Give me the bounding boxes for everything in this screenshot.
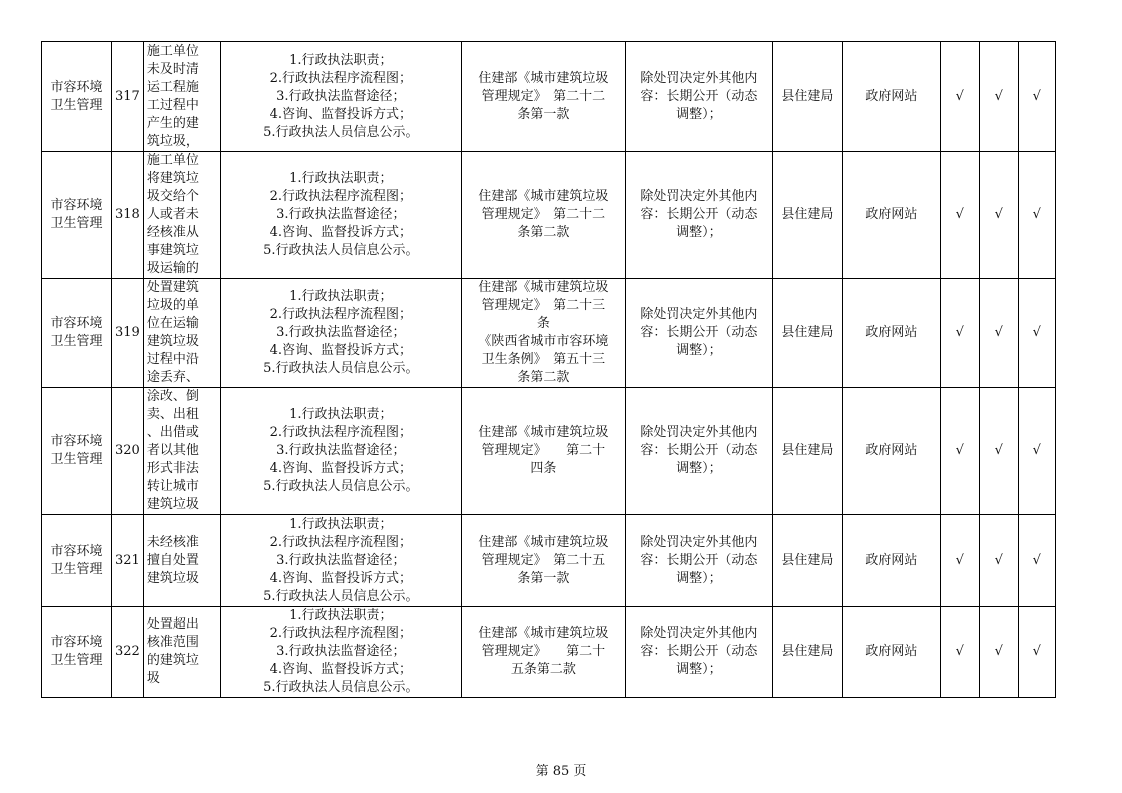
disclosure-content-cell-line: 3.行政执法监督途径； <box>276 325 406 340</box>
disclosure-content-cell-line: 4.咨询、监督投诉方式； <box>269 225 413 240</box>
disclosure-time-cell-line: 容：长期公开（动态 <box>640 88 758 104</box>
legal-basis-cell-line: 住建部《城市建筑垃圾 <box>478 189 609 204</box>
item-name-cell <box>143 515 220 607</box>
disclosure-time-cell-line: 调整）； <box>676 106 722 122</box>
item-name-cell-line: 运工程施 <box>146 79 199 95</box>
item-name-cell-line: 核准范围 <box>146 635 199 650</box>
legal-basis-cell-line: 条 <box>536 316 550 331</box>
disclosure-time-cell-line: 容：长期公开（动态 <box>640 644 758 659</box>
legal-basis-cell-line: 住建部《城市建筑垃圾 <box>478 70 609 86</box>
number-cell: 322 <box>112 607 144 698</box>
disclosure-content-cell-line: 2.行政执法程序流程图； <box>269 626 413 641</box>
disclosure-content-cell-line: 2.行政执法程序流程图； <box>269 534 413 550</box>
check-mark-cell: √ <box>979 42 1018 152</box>
disclosure-time-cell-line: 除处罚决定外其他内 <box>640 626 758 641</box>
item-name-cell <box>143 607 220 698</box>
disclosure-time-cell-line: 调整）； <box>676 225 722 240</box>
disclosure-content-cell-line: 3.行政执法监督途径； <box>276 88 406 104</box>
check-mark-cell: √ <box>1018 152 1055 279</box>
item-name-cell-line: 工过程中 <box>146 97 199 113</box>
disclosure-time-cell-line: 容：长期公开（动态 <box>640 207 758 222</box>
disclosure-content-cell-line: 2.行政执法程序流程图； <box>269 307 413 322</box>
item-name-cell-line: 施工单位 <box>146 153 199 168</box>
disclosure-content-cell <box>220 515 461 607</box>
check-mark-cell: √ <box>940 388 979 515</box>
category-cell-line: 卫生管理 <box>50 561 103 577</box>
check-mark-cell: √ <box>1018 279 1055 388</box>
disclosure-content-cell-line: 1.行政执法职责； <box>289 171 393 186</box>
table-row <box>42 42 1056 152</box>
legal-basis-cell-line: 条第一款 <box>517 106 570 122</box>
disclosure-content-cell-line: 5.行政执法人员信息公示。 <box>263 588 419 604</box>
disclosure-time-cell-line: 调整）； <box>676 343 722 358</box>
category-cell-line: 市容环境 <box>50 635 103 650</box>
disclosure-content-cell-line: 1.行政执法职责； <box>289 52 393 68</box>
number-cell: 317 <box>112 42 144 152</box>
item-name-cell <box>143 152 220 279</box>
legal-basis-cell-line: 条第二款 <box>517 225 570 240</box>
table-row <box>42 388 1056 515</box>
legal-basis-cell-line: 管理规定》 第二十 <box>481 644 606 659</box>
item-name-cell-line: 的建筑垃 <box>146 653 199 668</box>
category-cell-line: 市容环境 <box>50 316 103 331</box>
item-name-cell-line: 未及时清 <box>146 61 199 77</box>
disclosure-content-cell-line: 4.咨询、监督投诉方式； <box>269 343 413 358</box>
item-name-cell <box>143 279 220 388</box>
table-body <box>42 42 1056 698</box>
check-mark-cell: √ <box>940 515 979 607</box>
disclosure-content-cell-line: 5.行政执法人员信息公示。 <box>263 124 419 140</box>
legal-basis-cell-line: 条第一款 <box>517 570 570 586</box>
category-cell <box>42 388 112 515</box>
item-name-cell-line: 垃圾的单 <box>146 298 199 313</box>
check-mark-cell: √ <box>940 152 979 279</box>
disclosure-content-cell-line: 3.行政执法监督途径； <box>276 644 406 659</box>
check-mark-cell: √ <box>979 279 1018 388</box>
disclosure-content-cell-line: 4.咨询、监督投诉方式； <box>269 106 413 122</box>
item-name-cell-line: 转让城市 <box>146 479 199 494</box>
item-name-cell-line: 处置建筑 <box>146 280 199 295</box>
category-cell-line: 卫生管理 <box>50 452 103 467</box>
legal-basis-cell-line: 住建部《城市建筑垃圾 <box>478 626 609 641</box>
legal-basis-cell <box>461 515 625 607</box>
disclosure-content-cell <box>220 279 461 388</box>
check-mark-cell: √ <box>1018 607 1055 698</box>
disclosure-content-cell <box>220 42 461 152</box>
disclosure-subject-cell: 县住建局 <box>772 515 842 607</box>
legal-basis-cell-line: 四条 <box>530 461 557 476</box>
disclosure-time-cell-line: 除处罚决定外其他内 <box>640 189 758 204</box>
check-mark-cell: √ <box>940 607 979 698</box>
disclosure-content-cell-line: 5.行政执法人员信息公示。 <box>263 243 419 258</box>
disclosure-channel-cell: 政府网站 <box>842 42 940 152</box>
item-name-cell <box>143 388 220 515</box>
legal-basis-cell-line: 管理规定》 第二十二 <box>481 88 606 104</box>
table-row <box>42 607 1056 698</box>
item-name-cell-line: 建筑垃圾 <box>146 570 199 586</box>
disclosure-time-cell-line: 除处罚决定外其他内 <box>640 534 758 550</box>
category-cell-line: 卫生管理 <box>50 97 103 113</box>
table-row <box>42 515 1056 607</box>
disclosure-channel-cell: 政府网站 <box>842 607 940 698</box>
table-row <box>42 152 1056 279</box>
legal-basis-cell <box>461 279 625 388</box>
item-name-cell-line: 圾 <box>146 671 160 686</box>
item-name-cell-line: 形式非法 <box>146 461 199 476</box>
disclosure-time-cell <box>625 607 772 698</box>
disclosure-content-cell-line: 5.行政执法人员信息公示。 <box>263 479 419 494</box>
item-name-cell-line: 途丢弃、 <box>146 370 199 385</box>
legal-basis-cell <box>461 388 625 515</box>
disclosure-time-cell-line: 调整）； <box>676 662 722 677</box>
number-cell: 318 <box>112 152 144 279</box>
number-cell: 319 <box>112 279 144 388</box>
category-cell-line: 卫生管理 <box>50 334 103 349</box>
disclosure-channel-cell: 政府网站 <box>842 152 940 279</box>
disclosure-content-cell-line: 5.行政执法人员信息公示。 <box>263 680 419 695</box>
disclosure-content-cell-line: 1.行政执法职责； <box>289 608 393 623</box>
disclosure-content-cell-line: 2.行政执法程序流程图； <box>269 70 413 86</box>
disclosure-time-cell-line: 调整）； <box>676 570 722 586</box>
disclosure-time-cell-line: 容：长期公开（动态 <box>640 443 758 458</box>
category-cell <box>42 42 112 152</box>
disclosure-content-cell-line: 4.咨询、监督投诉方式； <box>269 662 413 677</box>
category-cell <box>42 279 112 388</box>
disclosure-channel-cell: 政府网站 <box>842 515 940 607</box>
disclosure-time-cell-line: 调整）； <box>676 461 722 476</box>
item-name-cell-line: 产生的建 <box>146 115 199 131</box>
check-mark-cell: √ <box>979 388 1018 515</box>
legal-basis-cell-line: 管理规定》 第二十二 <box>481 207 606 222</box>
item-name-cell-line: 建筑垃圾 <box>146 497 199 512</box>
disclosure-content-cell <box>220 152 461 279</box>
item-name-cell-line: 圾交给个 <box>146 189 199 204</box>
category-cell-line: 市容环境 <box>50 79 103 95</box>
item-name-cell-line: 过程中沿 <box>146 352 199 367</box>
legal-basis-cell-line: 住建部《城市建筑垃圾 <box>478 534 609 550</box>
legal-basis-cell <box>461 42 625 152</box>
category-cell <box>42 515 112 607</box>
category-cell-line: 市容环境 <box>50 198 103 213</box>
disclosure-content-cell-line: 2.行政执法程序流程图； <box>269 189 413 204</box>
item-name-cell-line: 经核准从 <box>146 225 199 240</box>
disclosure-channel-cell: 政府网站 <box>842 388 940 515</box>
item-name-cell-line: 圾运输的 <box>146 261 199 276</box>
disclosure-time-cell-line: 容：长期公开（动态 <box>640 552 758 568</box>
disclosure-table <box>41 41 1056 698</box>
disclosure-content-cell-line: 3.行政执法监督途径； <box>276 552 406 568</box>
item-name-cell-line: 筑垃圾， <box>146 133 199 149</box>
disclosure-subject-cell: 县住建局 <box>772 42 842 152</box>
disclosure-content-cell-line: 3.行政执法监督途径； <box>276 443 406 458</box>
category-cell-line: 市容环境 <box>50 543 103 559</box>
disclosure-content-cell-line: 1.行政执法职责； <box>289 407 393 422</box>
legal-basis-cell-line: 《陕西省城市市容环境 <box>478 334 609 349</box>
disclosure-time-cell <box>625 515 772 607</box>
category-cell <box>42 152 112 279</box>
item-name-cell-line: 卖、出租 <box>146 407 199 422</box>
check-mark-cell: √ <box>979 607 1018 698</box>
number-cell: 321 <box>112 515 144 607</box>
check-mark-cell: √ <box>940 42 979 152</box>
disclosure-time-cell <box>625 42 772 152</box>
disclosure-time-cell-line: 除处罚决定外其他内 <box>640 425 758 440</box>
page-number: 第 85 页 <box>535 764 587 779</box>
legal-basis-cell-line: 管理规定》 第二十五 <box>481 552 606 568</box>
disclosure-subject-cell: 县住建局 <box>772 388 842 515</box>
disclosure-time-cell-line: 除处罚决定外其他内 <box>640 307 758 322</box>
category-cell <box>42 607 112 698</box>
disclosure-content-cell-line: 1.行政执法职责； <box>289 516 393 532</box>
item-name-cell-line: 未经核准 <box>146 534 199 550</box>
check-mark-cell: √ <box>1018 388 1055 515</box>
check-mark-cell: √ <box>979 152 1018 279</box>
legal-basis-cell-line: 五条第二款 <box>510 662 576 677</box>
disclosure-subject-cell: 县住建局 <box>772 607 842 698</box>
disclosure-time-cell <box>625 279 772 388</box>
legal-basis-cell-line: 管理规定》 第二十 <box>481 443 606 458</box>
item-name-cell-line: 处置超出 <box>146 617 199 632</box>
legal-basis-cell-line: 住建部《城市建筑垃圾 <box>478 280 609 295</box>
legal-basis-cell-line: 条第二款 <box>517 370 570 385</box>
check-mark-cell: √ <box>940 279 979 388</box>
item-name-cell-line: 者以其他 <box>146 443 199 458</box>
check-mark-cell: √ <box>1018 515 1055 607</box>
item-name-cell-line: 人或者未 <box>146 207 199 222</box>
category-cell-line: 市容环境 <box>50 434 103 449</box>
item-name-cell-line: 擅自处置 <box>146 552 199 568</box>
legal-basis-cell <box>461 152 625 279</box>
legal-basis-cell-line: 住建部《城市建筑垃圾 <box>478 425 609 440</box>
item-name-cell-line: 位在运输 <box>146 316 199 331</box>
disclosure-time-cell <box>625 388 772 515</box>
legal-basis-cell <box>461 607 625 698</box>
disclosure-subject-cell: 县住建局 <box>772 152 842 279</box>
check-mark-cell: √ <box>979 515 1018 607</box>
disclosure-content-cell-line: 3.行政执法监督途径； <box>276 207 406 222</box>
disclosure-time-cell-line: 容：长期公开（动态 <box>640 325 758 340</box>
disclosure-time-cell-line: 除处罚决定外其他内 <box>640 70 758 86</box>
disclosure-time-cell <box>625 152 772 279</box>
number-cell: 320 <box>112 388 144 515</box>
disclosure-content-cell-line: 5.行政执法人员信息公示。 <box>263 361 419 376</box>
disclosure-channel-cell: 政府网站 <box>842 279 940 388</box>
disclosure-content-cell <box>220 388 461 515</box>
disclosure-content-cell <box>220 607 461 698</box>
disclosure-subject-cell: 县住建局 <box>772 279 842 388</box>
category-cell-line: 卫生管理 <box>50 216 103 231</box>
item-name-cell-line: 涂改、倒 <box>146 389 199 404</box>
legal-basis-cell-line: 卫生条例》 第五十三 <box>481 352 606 367</box>
item-name-cell-line: 施工单位 <box>146 43 199 59</box>
item-name-cell-line: 、出借或 <box>146 425 199 440</box>
category-cell-line: 卫生管理 <box>50 653 103 668</box>
table-row <box>42 279 1056 388</box>
item-name-cell-line: 建筑垃圾 <box>146 334 199 349</box>
legal-basis-cell-line: 管理规定》 第二十三 <box>481 298 606 313</box>
item-name-cell <box>143 42 220 152</box>
item-name-cell-line: 将建筑垃 <box>146 171 199 186</box>
disclosure-content-cell-line: 4.咨询、监督投诉方式； <box>269 461 413 476</box>
disclosure-content-cell-line: 2.行政执法程序流程图； <box>269 425 413 440</box>
check-mark-cell: √ <box>1018 42 1055 152</box>
item-name-cell-line: 事建筑垃 <box>146 243 199 258</box>
disclosure-content-cell-line: 4.咨询、监督投诉方式； <box>269 570 413 586</box>
disclosure-content-cell-line: 1.行政执法职责； <box>289 289 393 304</box>
